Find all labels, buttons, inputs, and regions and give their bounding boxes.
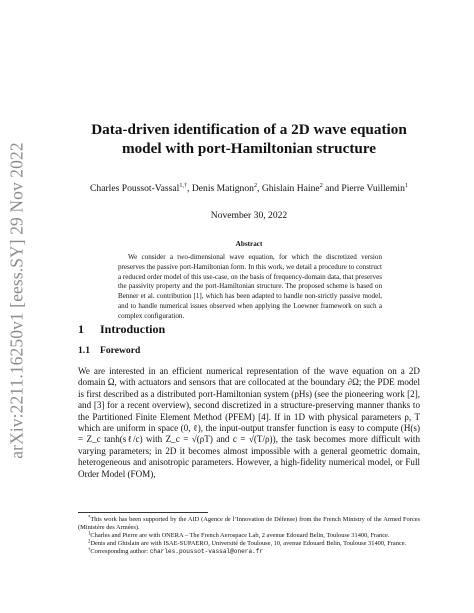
subsection-title: Foreword bbox=[100, 345, 141, 356]
abstract-heading: Abstract bbox=[235, 240, 263, 248]
body-paragraph: We are interested in an efficient numerical representation of the wave equation on a 2D domain Ω, with actuators and sensors that are collocated at the boundary ∂Ω; the PDE model is first described as a distributed port-Hamiltonian system (pHs) (see the pioneering work [2], and [3] for a recent overview), second discretized in a structure-preserving manner thanks to the Partitioned Finite Element Method (PFEM) [4]. If in 1D with physical parameters ρ, T which are uniform in space (0, ℓ), the input-output transfer function is easy to compute (H(s) = Z_c tanh(sℓ/c) with Z_c = √(ρT) and c = √(T/ρ)), the task becomes more difficult with varying parameters; in 2D it becomes almost impossible with a general geometric domain, heterogeneous and anisotropic parameters. However, a high-fidelity numerical model, or Full Order Model (FOM), bbox=[78, 366, 420, 479]
abstract-text: We consider a two-dimensional wave equation, for which the discretized version preserves the passive port-Hamiltonian form. In this work, we detail a procedure to construct a reduced order model of this use-case, on the basis of frequency-domain data, that preserves the passivity property and the port-Hamiltonian structure. The proposed scheme is based on Benner et al. contribution [1], which has been adapted to handle non-strictly passive model, and to handle numerical issues observed when applying the Loewner framework on such a complex configuration. bbox=[118, 253, 382, 320]
subsection-heading bbox=[78, 345, 140, 356]
subsection-number: 1.1 bbox=[78, 345, 90, 356]
section-title: Introduction bbox=[100, 322, 166, 336]
author-affiliation-mark: 1,† bbox=[179, 182, 188, 189]
author-name: Ghislain Haine bbox=[261, 183, 320, 194]
section-heading bbox=[78, 322, 165, 337]
footnote-divider bbox=[78, 512, 208, 513]
author-affiliation-mark: 2 bbox=[253, 182, 258, 189]
author-name: Pierre Vuillemin bbox=[341, 183, 405, 194]
author-affiliation-mark: 2 bbox=[319, 182, 323, 189]
corresponding-author-email[interactable]: charles.poussot-vassal@onera.fr bbox=[149, 548, 264, 556]
arxiv-identifier-stamp bbox=[3, 141, 31, 459]
footnote-mark: 1 bbox=[88, 531, 91, 537]
footnote-mark: * bbox=[88, 515, 91, 521]
footnote-mark: † bbox=[88, 547, 91, 553]
footnote bbox=[78, 516, 420, 532]
arxiv-identifier-text: arXiv:2211.16250v1 [eess.SY] 29 Nov 2022 bbox=[6, 141, 27, 459]
author-list: Charles Poussot-Vassal$^{1,\dagger}$, Denis Matignon$^2$, Ghislain Haine$^2$ and Pierre Vuillemin$^1$ bbox=[90, 182, 408, 194]
section-number: 1 bbox=[78, 322, 84, 336]
paper-title: Data-driven identification of a 2D wave equation model with port-Hamiltonian structure bbox=[91, 121, 407, 157]
author-affiliation-mark: 1 bbox=[404, 182, 408, 189]
footnote-text: This work has been supported by the AID (Agence de l’Innovation de Défense) from the French Ministry of the Armed Forces (Ministère des Armées). bbox=[78, 516, 420, 532]
footnotes bbox=[78, 516, 420, 556]
footnote-mark: 2 bbox=[88, 539, 91, 545]
footnote-text: Corresponding author: bbox=[90, 548, 150, 556]
footnote-text: Charles and Pierre are with ONERA – The French Aerospace Lab, 2 avenue Edouard Belin, Toulouse 31400, France. bbox=[90, 532, 390, 540]
footnote bbox=[78, 548, 420, 556]
author-name: Denis Matignon bbox=[191, 183, 254, 194]
footnote-text: Denis and Ghislain are with ISAE-SUPAERO, Université de Toulouse, 10, avenue Edouard Belin, Toulouse 31400, France. bbox=[90, 540, 407, 548]
paper-date: November 30, 2022 bbox=[210, 210, 288, 221]
author-name: Charles Poussot-Vassal bbox=[90, 183, 180, 194]
